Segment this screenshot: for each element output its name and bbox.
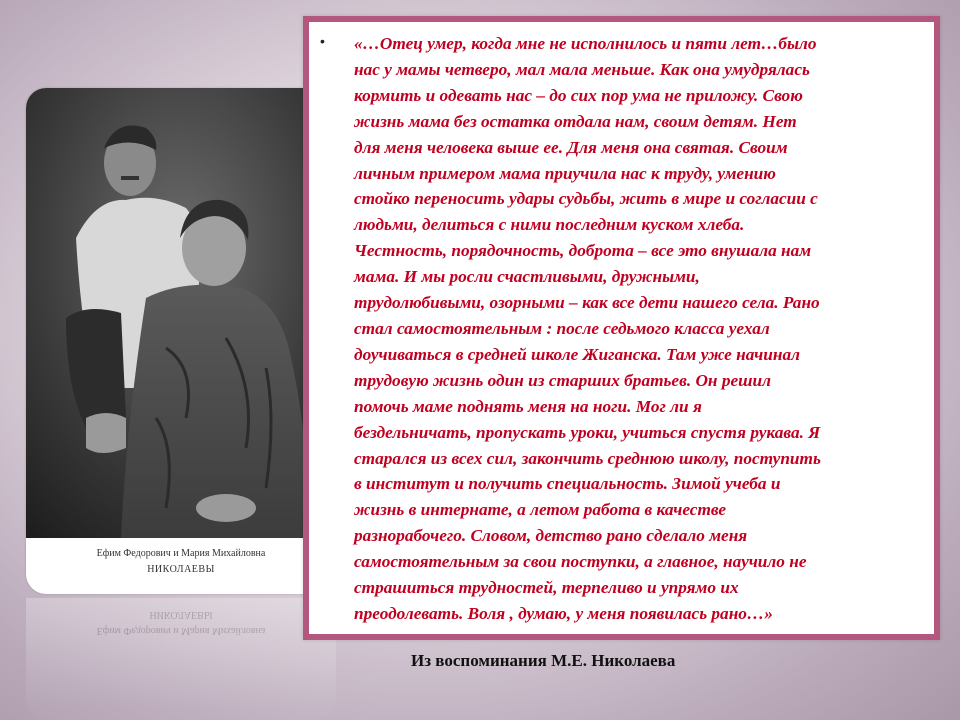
quote-line: бездельничать, пропускать уроки, учиться спустя рукава. Я	[354, 422, 821, 442]
quote-line: помочь маме поднять меня на ноги. Мог ли я	[354, 396, 702, 416]
quote-line: преодолевать. Воля , думаю, у меня появилась рано…»	[354, 603, 773, 623]
family-portrait-photo	[26, 88, 336, 538]
quote-line: мама. И мы росли счастливыми, дружными,	[354, 267, 700, 287]
quote-frame	[303, 16, 940, 640]
photo-reflection-surname: НИКОЛАЕВЫ	[149, 609, 213, 620]
quote-line: разнорабочего. Словом, детство рано сделало меня	[354, 526, 748, 546]
quote-line: стойко переносить удары судьбы, жить в мире и согласии с	[354, 189, 818, 209]
quote-line: жизнь мама без остатка отдала нам, своим детям. Нет	[354, 111, 797, 131]
quote-line: самостоятельным за свои поступки, а главное, научило не	[354, 552, 807, 572]
memoir-quote	[354, 31, 936, 627]
quote-line: кормить и одевать нас – до сих пор ума не приложу. Свою	[354, 85, 803, 105]
quote-line: людьми, делиться с ними последним куском хлеба.	[354, 215, 745, 235]
bullet-icon: •	[320, 33, 325, 49]
quote-line: личным примером мама приучила нас к труду, умению	[354, 163, 776, 183]
quote-line: доучиваться в средней школе Жиганска. Там уже начинал	[354, 344, 800, 364]
quote-line: стал самостоятельным : после седьмого класса уехал	[354, 318, 770, 338]
quote-line: жизнь в интернате, а летом работа в качестве	[354, 500, 727, 520]
quote-line: нас у мамы четверо, мал мала меньше. Как она умудрялась	[354, 59, 810, 79]
photo-reflection-caption	[26, 606, 336, 638]
photo-reflection	[26, 598, 336, 720]
family-photo-card	[26, 88, 336, 594]
photo-reflection-names: Ефим Федорович и Мария Михайловна	[96, 625, 266, 636]
quote-line: в институт и получить специальность. Зимой учеба и	[354, 474, 781, 494]
quote-line: страшиться трудностей, терпеливо и упрямо их	[354, 578, 739, 598]
quote-line: трудолюбивыми, озорными – как все дети нашего села. Рано	[354, 293, 820, 313]
photo-caption-surname: НИКОЛАЕВЫ	[147, 564, 215, 575]
quote-line: Честность, порядочность, доброта – все это внушала нам	[354, 241, 812, 261]
quote-line: «…Отец умер, когда мне не исполнилось и пяти лет…было	[354, 34, 817, 53]
quote-source: Из воспоминания М.Е. Николаева	[411, 651, 676, 670]
quote-line: для меня человека выше ее. Для меня она святая. Своим	[354, 137, 788, 157]
photo-caption-names: Ефим Федорович и Мария Михайловна	[96, 548, 266, 559]
quote-line: старался из всех сил, закончить среднюю школу, поступить	[354, 448, 821, 468]
quote-line: трудовую жизнь один из старших братьев. Он решил	[354, 370, 772, 390]
quote-panel	[309, 22, 934, 634]
photo-caption	[26, 546, 336, 578]
